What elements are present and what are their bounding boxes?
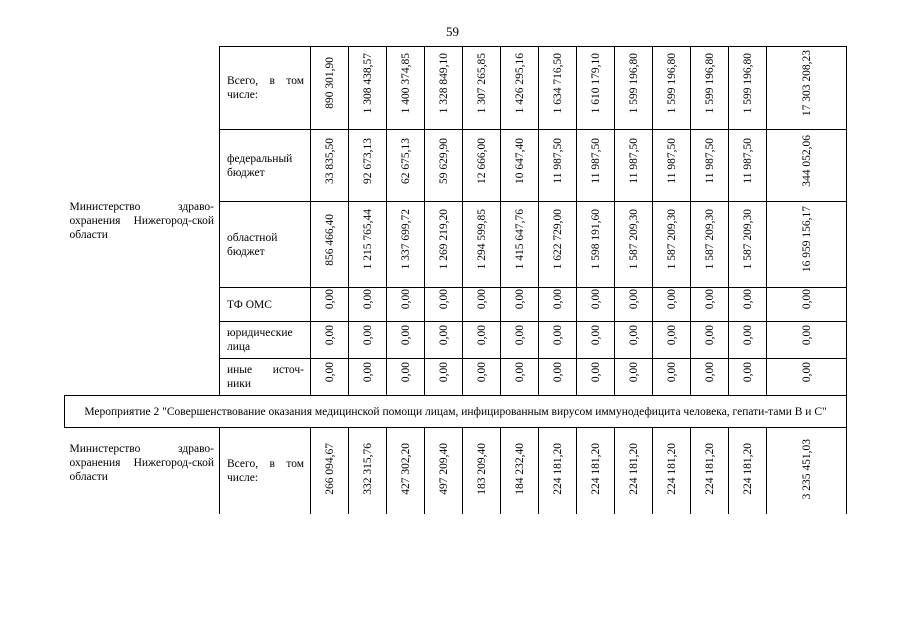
funding-source-cell: ТФ ОМС bbox=[220, 288, 311, 322]
value-text: 856 466,40 bbox=[323, 213, 336, 266]
value-text: 92 673,13 bbox=[361, 137, 374, 184]
value-text: 0,00 bbox=[323, 324, 336, 346]
value-cell bbox=[729, 130, 767, 202]
value-text: 17 303 208,23 bbox=[800, 49, 813, 117]
value-cell bbox=[615, 288, 653, 322]
value-text: 1 337 699,72 bbox=[399, 209, 412, 270]
value-text: 62 675,13 bbox=[399, 137, 412, 184]
value-cell bbox=[501, 130, 539, 202]
value-text: 0,00 bbox=[800, 324, 813, 346]
value-cell bbox=[653, 47, 691, 130]
value-cell bbox=[311, 322, 349, 359]
value-cell bbox=[425, 322, 463, 359]
value-cell bbox=[387, 130, 425, 202]
value-text: 0,00 bbox=[741, 324, 754, 346]
value-text: 1 400 374,85 bbox=[399, 52, 412, 114]
value-text: 0,00 bbox=[589, 289, 602, 310]
value-cell bbox=[729, 322, 767, 359]
value-text: 1 587 209,30 bbox=[741, 209, 754, 270]
value-text: 0,00 bbox=[551, 361, 564, 383]
value-cell bbox=[425, 288, 463, 322]
funding-source-cell: Всего, в том числе: bbox=[220, 428, 311, 514]
value-cell bbox=[387, 47, 425, 130]
value-cell bbox=[691, 202, 729, 288]
value-text: 1 634 716,50 bbox=[551, 52, 564, 114]
value-text: 0,00 bbox=[323, 289, 336, 310]
value-text: 890 301,90 bbox=[323, 57, 336, 109]
value-cell bbox=[539, 322, 577, 359]
value-cell bbox=[349, 322, 387, 359]
value-cell bbox=[311, 428, 349, 514]
value-cell bbox=[729, 47, 767, 130]
value-cell bbox=[349, 288, 387, 322]
event2-body bbox=[65, 396, 847, 428]
value-cell bbox=[767, 359, 847, 396]
organization-cell: Министерство здраво-охранения Нижегород-ской области bbox=[65, 428, 220, 514]
value-text: 332 315,76 bbox=[361, 442, 374, 495]
value-cell bbox=[463, 130, 501, 202]
value-cell bbox=[615, 130, 653, 202]
value-text: 266 094,67 bbox=[323, 442, 336, 495]
value-text: 1 599 196,80 bbox=[665, 52, 678, 114]
value-text: 183 209,40 bbox=[475, 442, 488, 495]
value-cell bbox=[539, 359, 577, 396]
value-text: 224 181,20 bbox=[741, 442, 754, 495]
value-cell bbox=[539, 47, 577, 130]
value-text: 10 647,40 bbox=[513, 137, 526, 184]
value-cell bbox=[615, 322, 653, 359]
value-cell bbox=[653, 428, 691, 514]
value-cell bbox=[425, 359, 463, 396]
value-text: 0,00 bbox=[513, 289, 526, 310]
value-text: 1 269 219,20 bbox=[437, 209, 450, 270]
value-cell bbox=[463, 47, 501, 130]
funding-source-cell: иные источ-ники bbox=[220, 359, 311, 396]
value-cell bbox=[729, 288, 767, 322]
value-cell bbox=[691, 359, 729, 396]
event-title: Мероприятие 2 "Совершенствование оказания медицинской помощи лицам, инфицированным вирусом иммунодефицита человека, гепати-тами В и С" bbox=[65, 396, 847, 428]
value-text: 0,00 bbox=[399, 324, 412, 346]
value-cell bbox=[349, 359, 387, 396]
value-cell bbox=[767, 130, 847, 202]
funding-source-cell: Всего, в том числе: bbox=[220, 47, 311, 130]
page-number: 59 bbox=[446, 24, 459, 39]
value-text: 3 235 451,03 bbox=[800, 438, 813, 499]
value-cell bbox=[311, 47, 349, 130]
value-cell bbox=[539, 288, 577, 322]
value-text: 1 308 438,57 bbox=[361, 52, 374, 114]
value-cell bbox=[577, 428, 615, 514]
value-cell bbox=[729, 359, 767, 396]
value-cell bbox=[539, 130, 577, 202]
value-text: 11 987,50 bbox=[589, 137, 602, 184]
value-text: 344 052,06 bbox=[800, 134, 813, 187]
value-text: 1 307 265,85 bbox=[475, 52, 488, 114]
value-cell bbox=[463, 202, 501, 288]
value-cell bbox=[767, 428, 847, 514]
value-text: 1 598 191,60 bbox=[589, 209, 602, 270]
value-text: 1 599 196,80 bbox=[703, 52, 716, 114]
value-text: 1 587 209,30 bbox=[703, 209, 716, 270]
value-cell bbox=[349, 428, 387, 514]
value-cell bbox=[311, 359, 349, 396]
value-cell bbox=[691, 130, 729, 202]
value-cell bbox=[729, 428, 767, 514]
value-cell bbox=[691, 322, 729, 359]
value-cell bbox=[767, 47, 847, 130]
value-text: 0,00 bbox=[703, 289, 716, 310]
value-cell bbox=[463, 288, 501, 322]
value-text: 0,00 bbox=[437, 289, 450, 310]
value-cell bbox=[767, 288, 847, 322]
value-cell bbox=[539, 428, 577, 514]
value-cell bbox=[577, 288, 615, 322]
value-text: 0,00 bbox=[475, 361, 488, 383]
value-text: 497 209,40 bbox=[437, 442, 450, 495]
value-text: 1 328 849,10 bbox=[437, 52, 450, 114]
value-cell bbox=[501, 428, 539, 514]
value-cell bbox=[577, 359, 615, 396]
value-cell bbox=[349, 47, 387, 130]
value-text: 1 215 765,44 bbox=[361, 209, 374, 270]
value-text: 0,00 bbox=[627, 289, 640, 310]
value-cell bbox=[653, 130, 691, 202]
value-cell bbox=[501, 47, 539, 130]
value-cell bbox=[311, 288, 349, 322]
value-cell bbox=[387, 428, 425, 514]
value-text: 11 987,50 bbox=[703, 137, 716, 184]
value-cell bbox=[767, 202, 847, 288]
value-text: 0,00 bbox=[665, 289, 678, 310]
value-cell bbox=[615, 359, 653, 396]
value-text: 427 302,20 bbox=[399, 442, 412, 495]
value-text: 0,00 bbox=[703, 324, 716, 346]
value-text: 224 181,20 bbox=[589, 442, 602, 495]
funding-source-cell: областной бюджет bbox=[220, 202, 311, 288]
value-cell bbox=[577, 130, 615, 202]
value-text: 0,00 bbox=[513, 361, 526, 383]
value-text: 0,00 bbox=[589, 324, 602, 346]
event-row bbox=[65, 396, 847, 428]
value-text: 0,00 bbox=[361, 289, 374, 310]
value-text: 0,00 bbox=[361, 324, 374, 346]
value-text: 0,00 bbox=[703, 361, 716, 383]
value-text: 33 835,50 bbox=[323, 137, 336, 184]
section2-body bbox=[65, 428, 847, 514]
value-text: 0,00 bbox=[323, 361, 336, 383]
value-cell bbox=[387, 288, 425, 322]
budget-table bbox=[64, 46, 847, 514]
value-cell bbox=[729, 202, 767, 288]
value-text: 0,00 bbox=[551, 324, 564, 346]
value-cell bbox=[501, 202, 539, 288]
value-text: 0,00 bbox=[627, 324, 640, 346]
value-text: 0,00 bbox=[665, 361, 678, 383]
value-text: 0,00 bbox=[475, 289, 488, 310]
table-row bbox=[65, 47, 847, 130]
value-cell bbox=[691, 428, 729, 514]
value-cell bbox=[425, 47, 463, 130]
value-text: 224 181,20 bbox=[551, 442, 564, 495]
value-text: 0,00 bbox=[800, 361, 813, 383]
value-cell bbox=[387, 202, 425, 288]
value-text: 11 987,50 bbox=[627, 137, 640, 184]
value-cell bbox=[311, 130, 349, 202]
value-text: 0,00 bbox=[627, 361, 640, 383]
value-text: 0,00 bbox=[399, 289, 412, 310]
value-cell bbox=[387, 322, 425, 359]
value-text: 1 426 295,16 bbox=[513, 52, 526, 114]
value-text: 11 987,50 bbox=[665, 137, 678, 184]
value-cell bbox=[539, 202, 577, 288]
value-text: 184 232,40 bbox=[513, 442, 526, 495]
table-row bbox=[65, 428, 847, 514]
value-text: 16 959 156,17 bbox=[800, 206, 813, 273]
value-cell bbox=[501, 322, 539, 359]
value-cell bbox=[501, 359, 539, 396]
value-text: 0,00 bbox=[513, 324, 526, 346]
value-cell bbox=[425, 428, 463, 514]
value-cell bbox=[463, 428, 501, 514]
value-text: 224 181,20 bbox=[665, 442, 678, 495]
funding-source-cell: юридические лица bbox=[220, 322, 311, 359]
funding-source-cell: федеральный бюджет bbox=[220, 130, 311, 202]
value-text: 0,00 bbox=[741, 289, 754, 310]
value-text: 1 610 179,10 bbox=[589, 52, 602, 114]
value-cell bbox=[577, 202, 615, 288]
value-cell bbox=[349, 130, 387, 202]
section1-body bbox=[65, 47, 847, 396]
value-cell bbox=[767, 322, 847, 359]
value-text: 1 599 196,80 bbox=[741, 52, 754, 114]
value-cell bbox=[425, 130, 463, 202]
value-cell bbox=[577, 322, 615, 359]
value-cell bbox=[463, 322, 501, 359]
value-text: 0,00 bbox=[361, 361, 374, 383]
value-text: 11 987,50 bbox=[741, 137, 754, 184]
value-text: 59 629,90 bbox=[437, 137, 450, 184]
value-cell bbox=[615, 47, 653, 130]
value-cell bbox=[349, 202, 387, 288]
value-text: 0,00 bbox=[399, 361, 412, 383]
value-cell bbox=[653, 202, 691, 288]
value-cell bbox=[425, 202, 463, 288]
value-cell bbox=[691, 47, 729, 130]
value-cell bbox=[501, 288, 539, 322]
value-text: 224 181,20 bbox=[703, 442, 716, 495]
value-text: 0,00 bbox=[475, 324, 488, 346]
value-text: 0,00 bbox=[551, 289, 564, 310]
value-cell bbox=[653, 359, 691, 396]
value-text: 1 599 196,80 bbox=[627, 52, 640, 114]
organization-cell: Министерство здраво-охранения Нижегород-ской области bbox=[65, 47, 220, 396]
value-cell bbox=[311, 202, 349, 288]
value-cell bbox=[463, 359, 501, 396]
value-cell bbox=[653, 288, 691, 322]
value-cell bbox=[615, 202, 653, 288]
value-text: 0,00 bbox=[741, 361, 754, 383]
value-text: 1 622 729,00 bbox=[551, 209, 564, 270]
value-text: 0,00 bbox=[665, 324, 678, 346]
value-text: 12 666,00 bbox=[475, 137, 488, 184]
value-cell bbox=[387, 359, 425, 396]
value-text: 0,00 bbox=[589, 361, 602, 383]
value-text: 1 415 647,76 bbox=[513, 209, 526, 270]
value-text: 1 587 209,30 bbox=[627, 209, 640, 270]
value-text: 0,00 bbox=[437, 324, 450, 346]
value-text: 0,00 bbox=[437, 361, 450, 383]
value-text: 11 987,50 bbox=[551, 137, 564, 184]
value-cell bbox=[577, 47, 615, 130]
value-cell bbox=[691, 288, 729, 322]
value-cell bbox=[615, 428, 653, 514]
value-text: 1 294 599,85 bbox=[475, 209, 488, 270]
value-text: 1 587 209,30 bbox=[665, 209, 678, 270]
value-cell bbox=[653, 322, 691, 359]
value-text: 224 181,20 bbox=[627, 442, 640, 495]
value-text: 0,00 bbox=[800, 289, 813, 310]
